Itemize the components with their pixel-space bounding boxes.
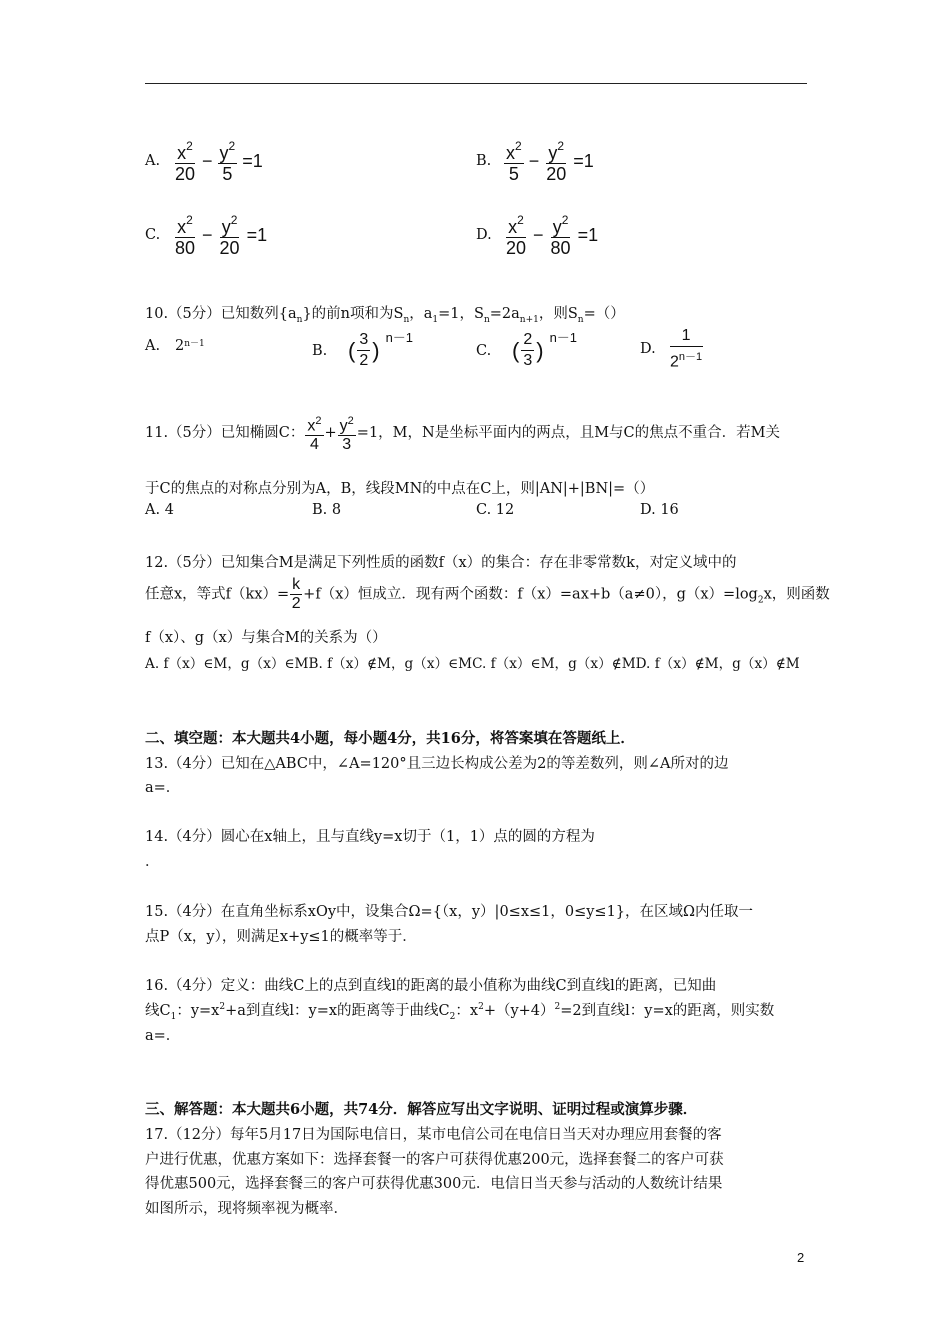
fraction: $\frac{x^2}{80}$ xyxy=(175,213,196,258)
q16-line1: 16.（4分）定义：曲线C上的点到直线l的距离的最小值称为曲线C到直线l的距离，已知曲 xyxy=(145,978,717,994)
q12-line1: 12.（5分）已知集合M是满足下列性质的函数f（x）的集合：存在非零常数k，对定义域中的 xyxy=(145,555,737,571)
fraction: $\frac{y^2}{80}$ xyxy=(550,213,571,258)
q11-option-d: D. 16 xyxy=(640,502,679,518)
q15-line1: 15.（4分）在直角坐标系xOy中，设集合Ω={（x，y）|0≤x≤1，0≤y≤1}，在区域Ω内任取一 xyxy=(145,904,754,920)
fraction: $\frac{x^2}{20}$ xyxy=(506,213,527,258)
q14-line1: 14.（4分）圆心在x轴上，且与直线y=x切于（1，1）点的圆的方程为 xyxy=(145,829,595,845)
q13-line2: a=． xyxy=(145,780,181,796)
fraction: $\frac{y^2}{20}$ xyxy=(546,139,567,184)
header-rule xyxy=(145,83,807,84)
q9-option-a: A. $\frac{x^2}{20}$ − $\frac{y^2}{5}$ =1 xyxy=(145,139,263,184)
q11-option-c: C. 12 xyxy=(476,502,515,518)
q10-option-b: B. ( $\frac{3}{2}$ ) n－1 xyxy=(312,330,414,369)
fraction: $\frac{x^2}{5}$ xyxy=(506,139,522,184)
page-number: 2 xyxy=(797,1250,805,1265)
fraction: $\frac{x^2}{20}$ xyxy=(175,139,196,184)
q12-line2: 任意x，等式f（kx）= $\frac{k}{2}$ +f（x）恒成立．现有两个函数：f（x）=ax+b（a≠0），$g(x)=\log_2x$，则函数 xyxy=(145,576,830,612)
q9-option-b: B. $\frac{x^2}{5}$ − $\frac{y^2}{20}$ =1 xyxy=(476,139,594,184)
q16-line3: a=． xyxy=(145,1028,181,1044)
q12-line3: f（x）、g（x）与集合M的关系为（） xyxy=(145,630,387,646)
q11-option-b: B. 8 xyxy=(312,502,342,518)
q13-line1: 13.（4分）已知在△ABC中，∠A=120°且三边长构成公差为2的等差数列，则∠A所对的边 xyxy=(145,756,729,772)
section-header-answer: 三、解答题：本大题共6小题，共74分．解答应写出文字说明、证明过程或演算步骤． xyxy=(145,1101,698,1118)
q10-stem: 10.（5分）已知数列$\{a_n\}$的前n项和为$S_n$，$a_1=1$，$S_n=2a_{n+1}$，则$S_n=()$ xyxy=(145,306,625,325)
q17-line3: 得优惠500元，选择套餐三的客户可获得优惠300元．电信日当天参与活动的人数统计结果 xyxy=(145,1176,723,1192)
fraction: $\frac{y^2}{20}$ xyxy=(219,213,240,258)
q10-option-c: C. ( $\frac{2}{3}$ ) n－1 xyxy=(476,330,578,369)
q12-options: A. f（x）∈M，g（x）∈MB. f（x）∉M，g（x）∈MC. f（x）∈M，g（x）∉MD. f（x）∉M，g（x）∉M xyxy=(145,656,800,672)
section-header-fill-in: 二、填空题：本大题共4小题，每小题4分，共16分，将答案填在答题纸上． xyxy=(145,730,635,747)
q15-line2: 点P（x，y），则满足x+y≤1的概率等于． xyxy=(145,929,417,945)
fraction: $\frac{y^2}{5}$ xyxy=(219,139,236,184)
q10-option-a: A. 2 $^{n-1}$ xyxy=(145,338,205,354)
q14-line2: ． xyxy=(145,854,160,870)
q9-option-d: D. $\frac{x^2}{20}$ − $\frac{y^2}{80}$ =1 xyxy=(476,213,599,258)
q17-line1: 17.（12分）每年5月17日为国际电信日，某市电信公司在电信日当天对办理应用套餐的客 xyxy=(145,1127,722,1143)
q16-line2: 线$C_1$：$y=x^2+a$到直线l：y=x的距离等于曲线$C_2$：$x^2+(y+4)^2=2$到直线l：y=x的距离，则实数 xyxy=(145,1002,775,1022)
q9-option-c: C. $\frac{x^2}{80}$ − $\frac{y^2}{20}$ =1 xyxy=(145,213,268,258)
q11-option-a: A. 4 xyxy=(145,502,174,518)
q10-option-d: D. $\frac{1}{2^{n-1}}$ xyxy=(640,327,703,371)
q17-line2: 户进行优惠，优惠方案如下：选择套餐一的客户可获得优惠200元，选择套餐二的客户可获 xyxy=(145,1152,724,1168)
q11-line2: 于C的焦点的对称点分别为A，B，线段MN的中点在C上，则|AN|+|BN|=（） xyxy=(145,481,655,497)
q11-stem: 11.（5分）已知椭圆C： $\frac{x^2}{4}$ + $\frac{y^2}{3}$ =1，M，N是坐标平面内的两点，且M与C的焦点不重合．若M关 xyxy=(145,412,780,454)
q17-line4: 如图所示，现将频率视为概率． xyxy=(145,1201,348,1217)
